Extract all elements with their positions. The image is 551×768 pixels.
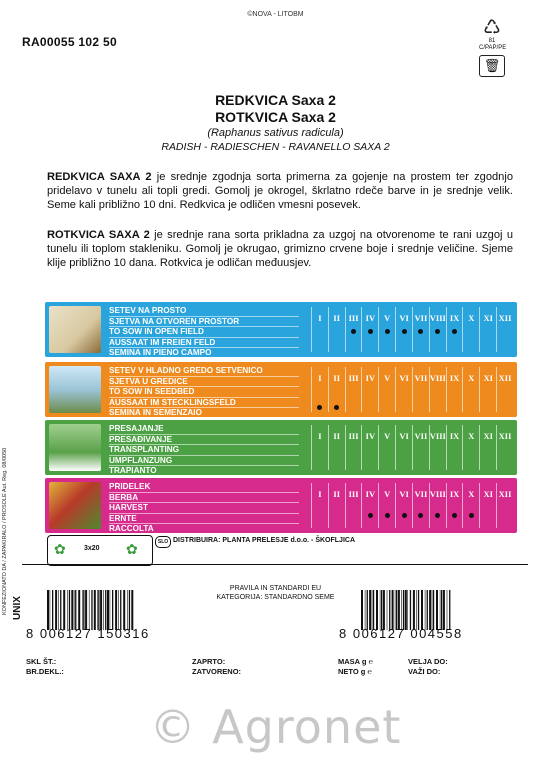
calendar-row <box>45 478 517 533</box>
month-label: V <box>384 431 391 441</box>
period-dot <box>351 329 356 334</box>
month-cell <box>311 483 328 528</box>
activity-labels <box>109 306 299 358</box>
activity-label: TRANSPLANTING <box>109 445 299 456</box>
month-label: XII <box>498 313 512 323</box>
month-cell <box>361 425 378 470</box>
estimated-mark-icon: ℮ <box>368 657 374 666</box>
month-label: VIII <box>429 489 446 499</box>
activity-label: TRAPIANTO <box>109 466 157 476</box>
distributor: DISTRIBUIRA: PLANTA PRELESJE d.o.o. - ŠKOFLJICA <box>173 537 356 544</box>
month-label: IX <box>449 313 460 323</box>
month-label: VII <box>414 489 428 499</box>
activity-labels <box>109 424 299 476</box>
footer-skl <box>26 657 64 677</box>
month-label: IX <box>449 431 460 441</box>
recycle-icon: ♺ <box>483 17 501 39</box>
month-label: VIII <box>429 313 446 323</box>
month-cell <box>479 367 496 412</box>
activity-label: SJETVA U GREDICE <box>109 377 299 388</box>
activity-label: AUSSAAT IM FREIEN FELD <box>109 338 299 349</box>
barcode-2 <box>360 590 452 630</box>
month-cell <box>361 307 378 352</box>
activity-label: TO SOW IN OPEN FIELD <box>109 327 299 338</box>
period-dot <box>435 513 440 518</box>
month-label: VIII <box>429 373 446 383</box>
month-label: XII <box>498 373 512 383</box>
month-cell <box>378 483 395 528</box>
period-dot <box>418 329 423 334</box>
month-label: IX <box>449 489 460 499</box>
month-label: IV <box>365 373 376 383</box>
month-cell <box>328 367 345 412</box>
barcode-1-number: 8 006127 150316 <box>26 626 150 641</box>
title-slovenian: REDKVICA Saxa 2 <box>215 92 336 108</box>
month-label: IV <box>365 489 376 499</box>
title-block <box>0 92 551 154</box>
activity-label: AUSSAAT IM STECKLINGSFELD <box>109 398 299 409</box>
month-cell <box>496 307 513 352</box>
description-slovenian: REDKVICA SAXA 2 je srednje zgodnja sorta primerna za gojenje na prostem ter zgodnjo pridelavo v tunelu ali topli gredi. Gomolj je okrogel, škrlatno rdeče barve in je srednje velik. Seme kali približno 10 dni. Redkvica je odličen vmesni posevek. <box>47 171 513 211</box>
month-label: XI <box>483 489 493 499</box>
estimated-mark-icon: ℮ <box>367 667 372 676</box>
month-cell <box>429 425 446 470</box>
zaprto-label: ZAPRTO: <box>192 657 226 666</box>
month-cell <box>496 483 513 528</box>
title-croatian: ROTKVICA Saxa 2 <box>215 109 336 125</box>
period-dot <box>334 405 339 410</box>
month-columns <box>311 483 513 528</box>
month-cell <box>412 367 429 412</box>
period-dot <box>402 513 407 518</box>
month-cell <box>361 483 378 528</box>
unix-label: UNIX <box>12 596 23 620</box>
month-cell <box>345 307 362 352</box>
month-label: VI <box>399 313 409 323</box>
period-dot <box>385 513 390 518</box>
month-cell <box>311 307 328 352</box>
period-dot <box>452 513 457 518</box>
spacing-box <box>47 535 153 566</box>
month-cell <box>496 425 513 470</box>
month-cell <box>378 307 395 352</box>
latin-name: (Raphanus sativus radicula) <box>207 127 344 139</box>
other-names: RADISH - RADIESCHEN - RAVANELLO SAXA 2 <box>161 141 390 153</box>
month-label: III <box>348 373 359 383</box>
month-cell <box>311 425 328 470</box>
month-cell <box>395 367 412 412</box>
month-label: XI <box>483 373 493 383</box>
month-cell <box>412 307 429 352</box>
month-label: XII <box>498 489 512 499</box>
zatvoreno-label: ZATVORENO: <box>192 667 242 676</box>
masa-label: MASA g <box>338 657 367 666</box>
month-cell <box>378 425 395 470</box>
country-badge: SLO <box>155 536 171 548</box>
month-cell <box>429 307 446 352</box>
recycle-number: 81 <box>488 38 496 44</box>
activity-label: PRIDELEK <box>109 482 299 493</box>
period-dot <box>435 329 440 334</box>
seedling-icon: ✿ <box>54 541 66 557</box>
month-cell <box>496 367 513 412</box>
month-label: I <box>318 489 322 499</box>
period-dot <box>368 329 373 334</box>
month-cell <box>395 307 412 352</box>
month-label: VI <box>399 373 409 383</box>
activity-label: SEMINA IN PIENO CAMPO <box>109 348 212 358</box>
recycle-mark <box>479 18 505 52</box>
period-dot <box>317 405 322 410</box>
month-columns <box>311 425 513 470</box>
footer-velja <box>408 657 448 677</box>
activity-label: UMPFLANZUNG <box>109 456 299 467</box>
month-label: V <box>384 489 391 499</box>
activity-label: RACCOLTA <box>109 524 154 534</box>
barcode-2-number: 8 006127 004558 <box>339 626 463 641</box>
month-label: XII <box>498 431 512 441</box>
period-dot <box>402 329 407 334</box>
month-cell <box>395 425 412 470</box>
month-columns <box>311 307 513 352</box>
activity-label: SETEV NA PROSTO <box>109 306 299 317</box>
activity-label: HARVEST <box>109 503 299 514</box>
month-label: VI <box>399 431 409 441</box>
month-label: VII <box>414 373 428 383</box>
velja-label: VELJA DO: <box>408 657 448 666</box>
month-label: I <box>318 431 322 441</box>
month-cell <box>412 425 429 470</box>
month-cell <box>345 425 362 470</box>
month-cell <box>361 367 378 412</box>
month-cell <box>412 483 429 528</box>
month-label: II <box>333 373 341 383</box>
barcode-1 <box>46 590 134 630</box>
month-cell <box>446 367 463 412</box>
month-cell <box>345 367 362 412</box>
month-label: IV <box>365 313 376 323</box>
month-cell <box>311 367 328 412</box>
activity-label: BERBA <box>109 493 299 504</box>
activity-label: SETEV V HLADNO GREDO SETVENICO <box>109 366 299 377</box>
month-label: V <box>384 373 391 383</box>
month-cell <box>378 367 395 412</box>
seedling-icon: ✿ <box>126 541 138 557</box>
month-cell <box>479 483 496 528</box>
period-dot <box>452 329 457 334</box>
activity-picture <box>49 424 101 471</box>
month-label: VII <box>414 431 428 441</box>
activity-label: ERNTE <box>109 514 299 525</box>
period-dot <box>385 329 390 334</box>
month-label: IX <box>449 373 460 383</box>
month-cell <box>429 483 446 528</box>
month-cell <box>462 425 479 470</box>
month-cell <box>462 483 479 528</box>
month-cell <box>446 425 463 470</box>
copyright-notice: ©NOVA - LITOBM <box>247 11 304 18</box>
recycle-code: C/PAP/PE <box>479 45 507 51</box>
divider <box>22 564 528 565</box>
month-cell <box>446 483 463 528</box>
month-label: VI <box>399 489 409 499</box>
activity-label: PRESAJANJE <box>109 424 299 435</box>
description-croatian: ROTKVICA SAXA 2 je srednje rana sorta prikladna za uzgoj na otvorenome te rani uzgoj u tunelu ili toplom stakleniku. Gomolj je okrugao, grimizno crvene boje i srednje veličine. Sjeme klije približno 10 dana. Rotkvica je odličan međuusjev. <box>47 229 513 269</box>
period-dot <box>368 513 373 518</box>
month-label: X <box>468 431 475 441</box>
calendar-row <box>45 302 517 357</box>
activity-picture <box>49 306 101 353</box>
month-cell <box>479 425 496 470</box>
month-label: IV <box>365 431 376 441</box>
activity-label: SEMINA IN SEMENZAIO <box>109 408 202 418</box>
activity-picture <box>49 482 101 529</box>
month-label: X <box>468 373 475 383</box>
vazi-label: VAŽI DO: <box>408 667 441 676</box>
month-cell <box>462 367 479 412</box>
month-label: XI <box>483 313 493 323</box>
rules-line: PRAVILA IN STANDARDI EU <box>229 585 322 592</box>
footer-zaprto <box>192 657 241 677</box>
month-cell <box>328 307 345 352</box>
product-code: RA00055 102 50 <box>22 35 117 49</box>
month-cell <box>395 483 412 528</box>
month-label: X <box>468 489 475 499</box>
activity-picture <box>49 366 101 413</box>
footer-masa <box>338 657 373 677</box>
category-line: KATEGORIJA: STANDARDNO SEME <box>216 594 335 601</box>
month-cell <box>446 307 463 352</box>
activity-label: SJETVA NA OTVOREN PROSTOR <box>109 317 299 328</box>
side-label: KONFEZIONATO DA / ZAPAKIRALO / PROSOLE Aut. Reg. 08/0050 <box>2 447 8 615</box>
month-cell <box>345 483 362 528</box>
month-cell <box>462 307 479 352</box>
skl-label: SKL ŠT.: <box>26 657 57 666</box>
month-label: II <box>333 489 341 499</box>
month-cell <box>328 483 345 528</box>
br-dekl-label: BR.DEKL.: <box>26 667 64 676</box>
neto-label: NETO g <box>338 667 366 676</box>
month-label: III <box>348 313 359 323</box>
calendar-row <box>45 420 517 475</box>
month-cell <box>479 307 496 352</box>
month-label: II <box>333 431 341 441</box>
activity-labels <box>109 366 299 418</box>
period-dot <box>469 513 474 518</box>
calendar-row <box>45 362 517 417</box>
period-dot <box>418 513 423 518</box>
month-label: XI <box>483 431 493 441</box>
month-label: V <box>384 313 391 323</box>
month-label: I <box>318 313 322 323</box>
spacing-value: 3x20 <box>84 545 100 552</box>
activity-label: PRESAĐIVANJE <box>109 435 299 446</box>
month-cell <box>328 425 345 470</box>
month-label: III <box>348 431 359 441</box>
trash-bin-icon: 🗑 <box>479 55 505 77</box>
month-label: VII <box>414 313 428 323</box>
month-cell <box>429 367 446 412</box>
month-label: X <box>468 313 475 323</box>
month-label: III <box>348 489 359 499</box>
activity-label: TO SOW IN SEEDBED <box>109 387 299 398</box>
watermark: © Agronet <box>149 700 402 754</box>
month-label: I <box>318 373 322 383</box>
activity-labels <box>109 482 299 534</box>
month-label: II <box>333 313 341 323</box>
month-label: VIII <box>429 431 446 441</box>
month-columns <box>311 367 513 412</box>
